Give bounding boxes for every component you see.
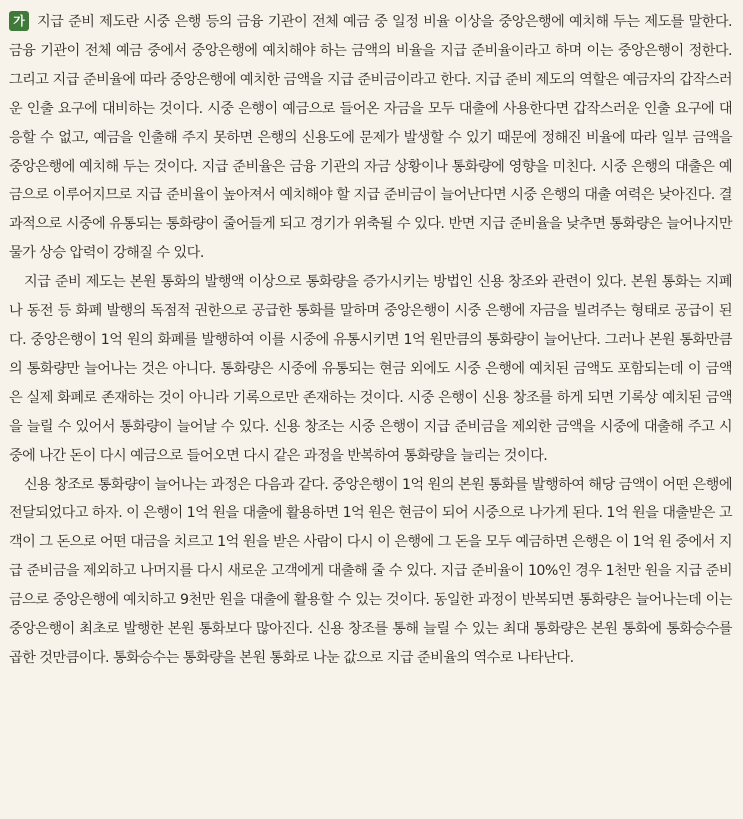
- paragraph-2: 지급 준비 제도는 본원 통화의 발행액 이상으로 통화량을 증가시키는 방법인 신용 창조와 관련이 있다. 본원 통화는 지폐나 동전 등 화폐 발행의 독점적 권한으로 공급한 통화를 말하며 중앙은행이 시중 은행에 자금을 빌려주는 형태로 공급이 된다. 중앙은행이 1억 원의 화폐를 발행하여 이를 시중에 유통시키면 1억 원만큼의 통화량이 늘어난다. 그러나 본원 통화만큼의 통화량만 늘어나는 것은 아니다. 통화량은 시중에 유통되는 현금 외에도 시중 은행에 예치된 금액도 포함되는데 이 금액은 실제 화폐로 존재하는 것이 아니라 기록으로만 존재하는 것이다. 시중 은행이 신용 창조를 하게 되면 기록상 예치된 금액을 늘릴 수 있어서 통화량이 늘어날 수 있다. 신용 창조는 시중 은행이 지급 준비금을 제외한 금액을 시중에 대출해 주고 시중에 나간 돈이 다시 예금으로 들어오면 다시 같은 과정을 반복하여 통화량을 늘리는 것이다.: [9, 274, 732, 464]
- section-marker-badge: 가: [9, 11, 29, 31]
- paragraph-1-text: 지급 준비 제도란 시중 은행 등의 금융 기관이 전체 예금 중 일정 비율 이상을 중앙은행에 예치해 두는 제도를 말한다. 금융 기관이 전체 예금 중에서 중앙은행에 예치해야 하는 금액의 비율을 지급 준비율이라고 하며 이는 중앙은행이 정한다. 그리고 지급 준비율에 따라 중앙은행에 예치한 금액을 지급 준비금이라고 한다. 지급 준비 제도의 역할은 예금자의 갑작스러운 인출 요구에 대비하는 것이다. 시중 은행이 예금으로 들어온 자금을 모두 대출에 사용한다면 갑작스러운 인출 요구에 대응할 수 없고, 예금을 인출해 주지 못하면 은행의 신용도에 문제가 발생할 수 있기 때문에 정해진 비율에 따라 일부 금액을 중앙은행에 예치해 두는 것이다. 지급 준비율은 금융 기관의 자금 상황이나 통화량에 영향을 미친다. 시중 은행의 대출은 예금으로 이루어지므로 지급 준비율이 높아져서 예치해야 할 지급 준비금이 늘어난다면 시중 은행의 대출 여력은 낮아진다. 결과적으로 시중에 유통되는 통화량이 줄어들게 되고 경기가 위축될 수 있다. 반면 지급 준비율을 낮추면 통화량은 늘어나지만 물가 상승 압력이 강해질 수 있다.: [9, 14, 732, 262]
- paragraph-1: [9, 8, 732, 268]
- paragraph-3: 신용 창조로 통화량이 늘어나는 과정은 다음과 같다. 중앙은행이 1억 원의 본원 통화를 발행하여 해당 금액이 어떤 은행에 전달되었다고 하자. 이 은행이 1억 원을 대출에 활용하면 1억 원은 현금이 되어 시중으로 나가게 된다. 1억 원을 대출받은 고객이 그 돈으로 어떤 대금을 치르고 1억 원을 받은 사람이 다시 이 은행에 그 돈을 모두 예금하면 은행은 이 1억 원 중에서 지급 준비금을 제외하고 나머지를 다시 새로운 고객에게 대출해 줄 수 있다. 지급 준비율이 10%인 경우 1천만 원을 지급 준비금으로 중앙은행에 예치하고 9천만 원을 대출에 활용할 수 있는 것이다. 동일한 과정이 반복되면 통화량은 늘어나는데 이는 중앙은행이 최초로 발행한 본원 통화보다 많아진다. 신용 창조를 통해 늘릴 수 있는 최대 통화량은 본원 통화에 통화승수를 곱한 것만큼이다. 통화승수는 통화량을 본원 통화로 나눈 값으로 지급 준비율의 역수로 나타난다.: [9, 476, 732, 666]
